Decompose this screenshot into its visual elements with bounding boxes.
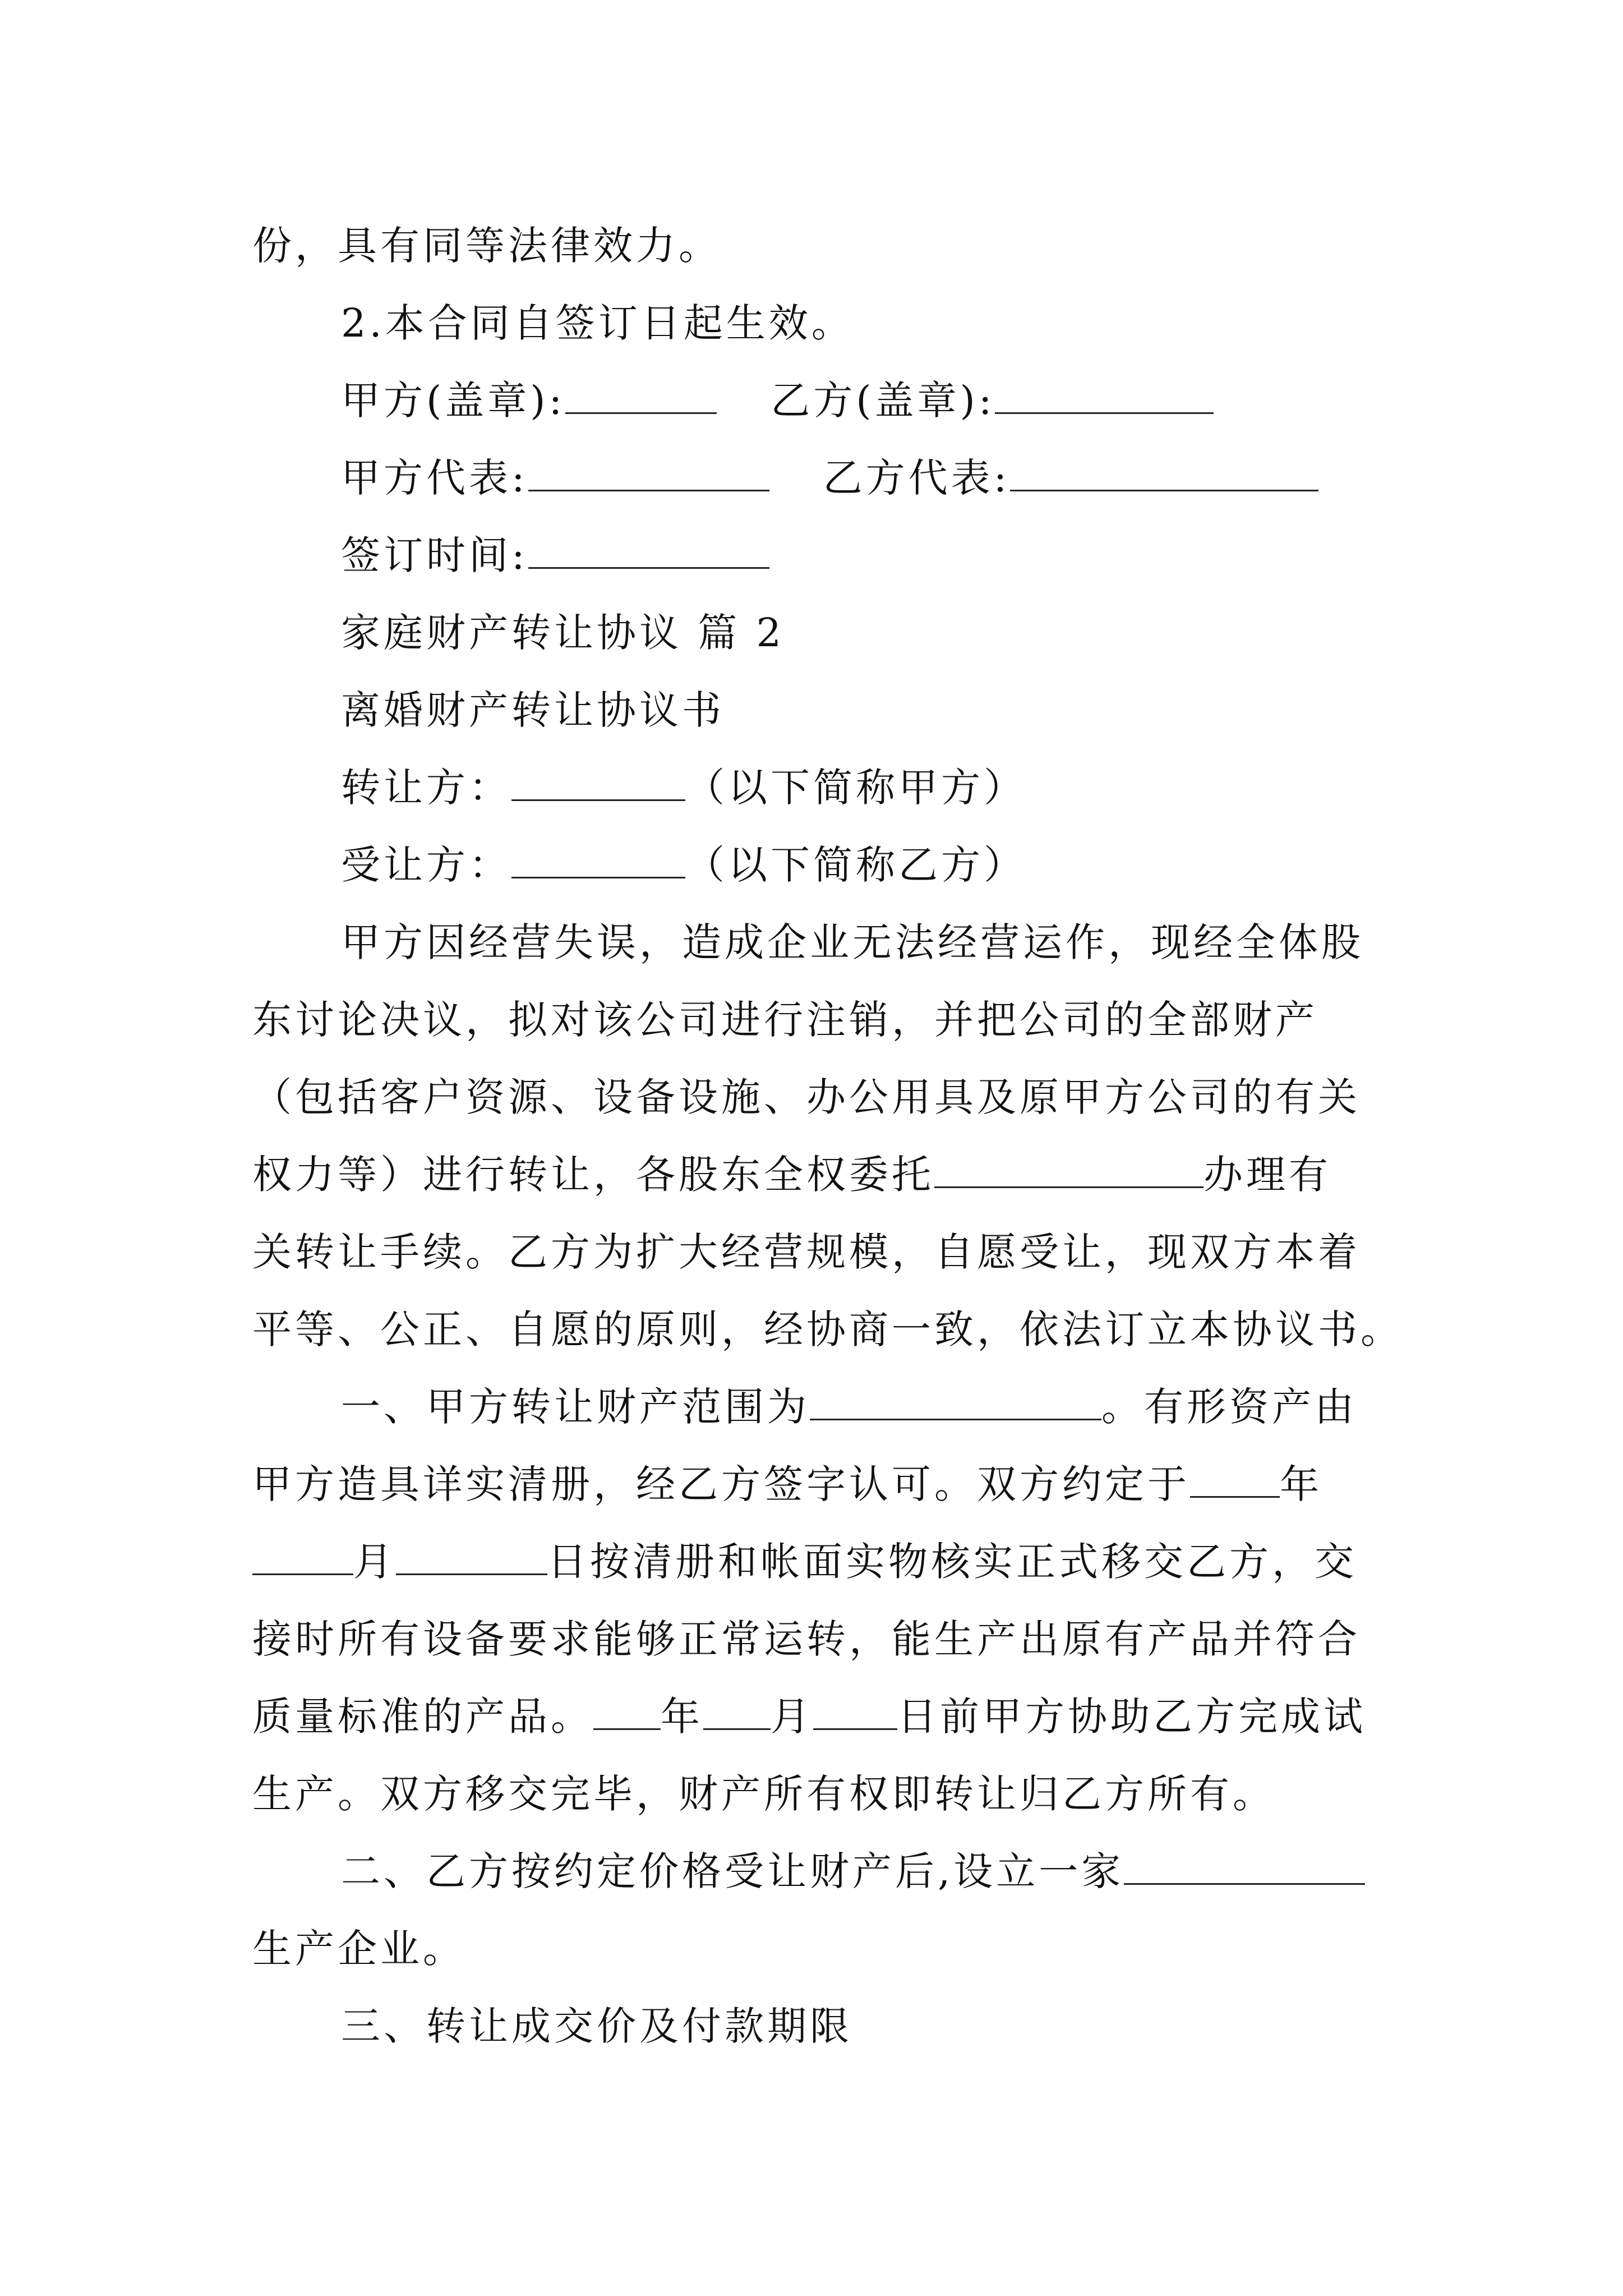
blank-underline [528, 455, 769, 491]
paragraph-line: 接时所有设备要求能够正常运转，能生产出原有产品并符合 [252, 1616, 1361, 1662]
blank-underline [528, 532, 769, 569]
blank-underline [593, 1694, 661, 1730]
blank-underline [1124, 1848, 1365, 1885]
blank-underline [252, 1539, 353, 1575]
paragraph-line: 东讨论决议，拟对该公司进行注销，并把公司的全部财产 [252, 997, 1318, 1043]
blank-underline [810, 1384, 1101, 1420]
blank-underline [995, 378, 1214, 414]
blank-underline [1010, 455, 1318, 491]
paragraph-line: （包括客户资源、设备设施、办公用具及原甲方公司的有关 [252, 1074, 1361, 1120]
blank-underline [813, 1694, 897, 1730]
party-transferee-line: 受让方： （以下简称乙方） [341, 842, 1026, 888]
blank-underline [396, 1539, 547, 1575]
blank-underline [703, 1694, 771, 1730]
paragraph-line: 一、甲方转让财产范围为 。有形资产由 [341, 1384, 1357, 1430]
section-heading: 三、转让成交价及付款期限 [341, 2003, 852, 2049]
party-transferor-line: 转让方： （以下简称甲方） [341, 765, 1026, 811]
paragraph-line: 甲方因经营失误，造成企业无法经营运作，现经全体股 [341, 919, 1364, 965]
signature-line-seal: 甲方(盖章): 乙方(盖章): [341, 372, 1485, 429]
blank-underline [934, 1152, 1204, 1188]
blank-underline [1190, 1461, 1280, 1498]
paragraph-line: 权力等）进行转让，各股东全权委托 办理有 [252, 1152, 1331, 1198]
paragraph-line: 甲方造具详实清册，经乙方签字认可。双方约定于 年 [252, 1461, 1322, 1507]
paragraph-line: 生产企业。 [252, 1926, 465, 1972]
blank-underline [511, 765, 685, 801]
signature-line-date: 签订时间: [341, 527, 1485, 583]
paragraph-line: 月 日按清册和帐面实物核实正式移交乙方，交 [252, 1534, 1396, 1590]
paragraph-line: 质量标准的产品。 年 月 日前甲方协助乙方完成试 [252, 1694, 1366, 1740]
text-line: 份，具有同等法律效力。 [252, 223, 721, 269]
signature-line-representative: 甲方代表: 乙方代表: [341, 450, 1485, 506]
blank-underline [565, 378, 717, 414]
blank-underline [511, 842, 685, 878]
text-line: 2.本合同自签订日起生效。 [341, 300, 854, 346]
paragraph-line: 二、乙方按约定价格受让财产后,设立一家 [341, 1843, 1485, 1899]
paragraph-line: 生产。双方移交完毕，财产所有权即转让归乙方所有。 [252, 1771, 1275, 1817]
document-title: 离婚财产转让协议书 [341, 687, 725, 733]
section-heading: 家庭财产转让协议 篇 2 [341, 610, 785, 656]
paragraph-line: 关转让手续。乙方为扩大经营规模，自愿受让，现双方本着 [252, 1229, 1361, 1275]
paragraph-line: 平等、公正、自愿的原则，经协商一致，依法订立本协议书。 [252, 1306, 1403, 1352]
